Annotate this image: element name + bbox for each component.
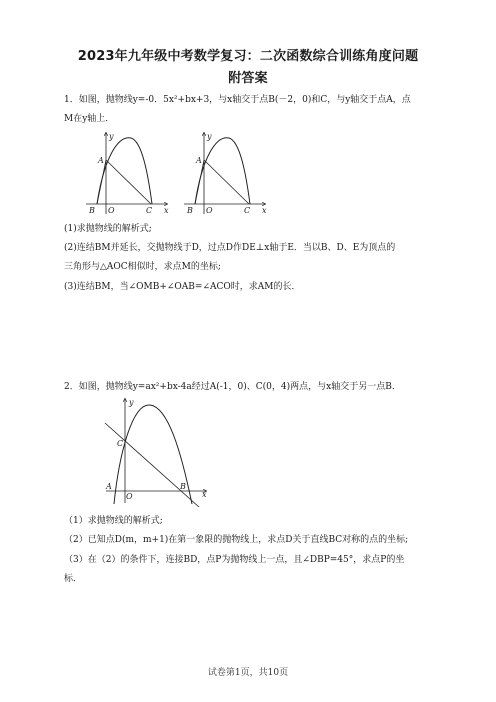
parabola — [195, 138, 250, 204]
q1-stem-line1: 1．如图，抛物线y=-0．5x²+bx+3，与x轴交于点B(－2，0)和C，与y轴交于点A，点 — [64, 95, 411, 105]
q2-sub1: （1）求抛物线的解析式; — [64, 516, 163, 526]
label-y: y — [207, 132, 212, 141]
label-x: x — [262, 206, 267, 215]
q1-sub1: (1)求抛物线的解析式; — [64, 224, 152, 234]
q2-stem: 2．如图，抛物线y=ax²+bx-4a经过A(-1，0)、C(0，4)两点，与x轴交于另一点B． — [64, 382, 401, 392]
label-c: C — [117, 439, 124, 448]
q1-figure-right — [182, 130, 268, 215]
q1-sub2-line2: 三角形与△AOC相似时，求点M的坐标; — [64, 262, 221, 272]
label-a: A — [106, 482, 112, 491]
segment-ab — [97, 160, 106, 204]
label-o: O — [126, 492, 133, 501]
label-o: O — [206, 206, 213, 215]
label-b: B — [187, 206, 193, 215]
segment-ab — [195, 160, 204, 204]
label-c: C — [244, 206, 251, 215]
page-title: 2023年九年级中考数学复习：二次函数综合训练角度问题 — [77, 49, 419, 64]
q1-figure-left — [84, 130, 170, 215]
label-c: C — [146, 206, 153, 215]
page-subtitle: 附答案 — [228, 71, 268, 86]
label-b: B — [89, 206, 95, 215]
label-b: B — [180, 482, 186, 491]
q1-stem-line2: M在y轴上． — [64, 114, 115, 124]
label-a: A — [98, 156, 104, 165]
segment-ac — [204, 160, 249, 204]
q2-sub2: （2）已知点D(m，m+1)在第一象限的抛物线上，求点D关于直线BC对称的点的坐标; — [64, 535, 409, 545]
q2-sub3-line1: （3）在（2）的条件下，连接BD，点P为抛物线上一点，且∠DBP=45°，求点P的坐 — [64, 555, 405, 565]
line-bc — [105, 423, 199, 507]
page-footer: 试卷第1页，共10页 — [207, 668, 289, 678]
label-y: y — [129, 398, 134, 407]
segment-ac — [106, 160, 151, 204]
label-x: x — [202, 490, 207, 499]
label-x: x — [164, 206, 169, 215]
q1-sub2-line1: (2)连结BM并延长，交抛物线于D，过点D作DE⊥x轴于E．当以B、D、E为顶点的 — [64, 243, 396, 253]
q2-sub3-line2: 标． — [64, 574, 83, 584]
label-o: O — [108, 206, 115, 215]
parabola — [97, 138, 152, 204]
label-a: A — [196, 156, 202, 165]
label-y: y — [109, 132, 114, 141]
q2-figure — [102, 395, 210, 507]
q1-sub3: (3)连结BM，当∠OMB+∠OAB=∠ACO时，求AM的长． — [64, 282, 301, 292]
